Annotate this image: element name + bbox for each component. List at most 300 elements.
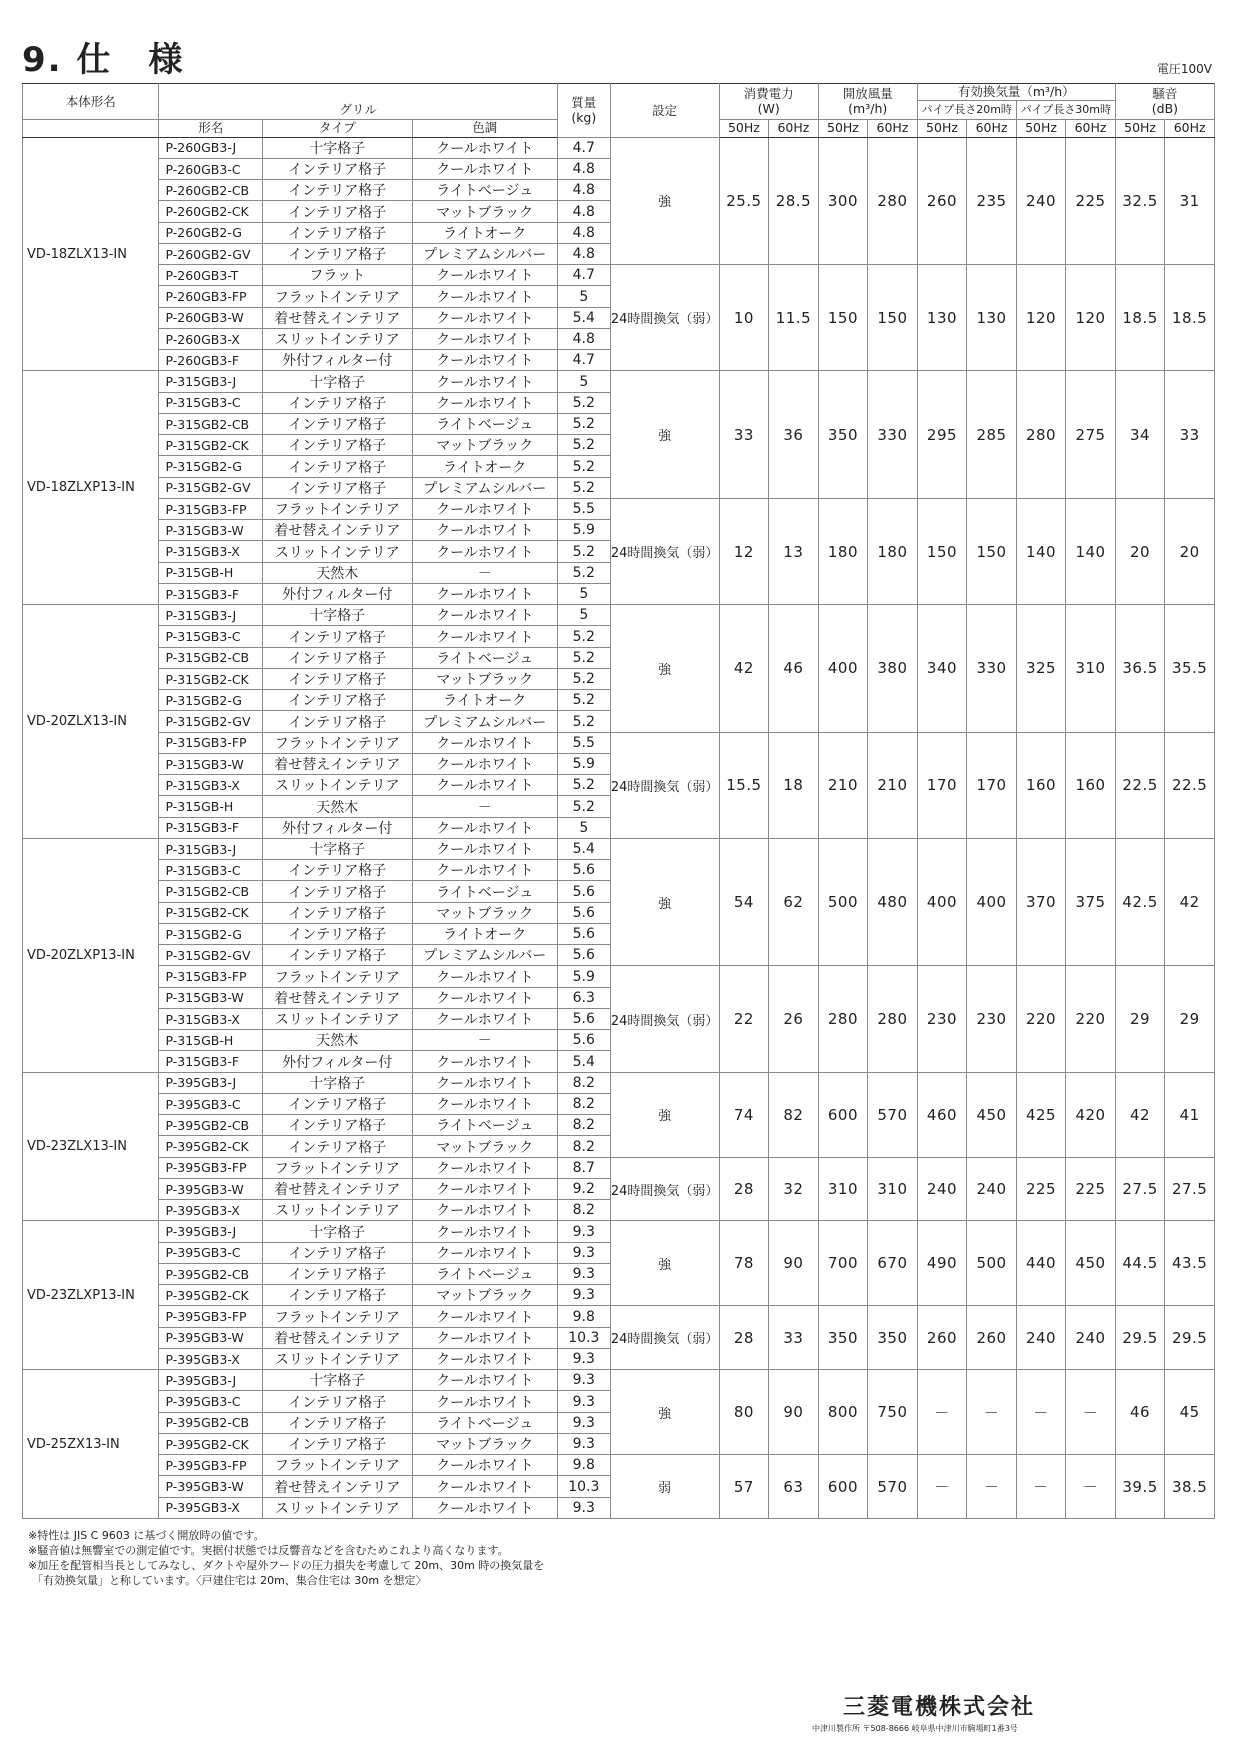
grille-type-cell: 着せ替えインテリア bbox=[262, 1178, 412, 1199]
mass-cell: 5.9 bbox=[557, 520, 610, 541]
spec-table-header bbox=[23, 84, 1215, 138]
grille-model-cell: P-395GB3-J bbox=[159, 1221, 262, 1242]
grille-type-cell: インテリア格子 bbox=[262, 435, 412, 456]
grille-color-cell: マットブラック bbox=[412, 668, 557, 689]
body-model-cell: VD-18ZLXP13-IN bbox=[23, 371, 159, 605]
header-model: 本体形名 bbox=[23, 84, 159, 120]
grille-model-cell: P-395GB2-CB bbox=[159, 1263, 262, 1284]
grille-model-cell: P-315GB2-G bbox=[159, 456, 262, 477]
spec-value-cell: 240 bbox=[1066, 1306, 1116, 1370]
grille-color-cell: クールホワイト bbox=[412, 392, 557, 413]
grille-type-cell: スリットインテリア bbox=[262, 1200, 412, 1221]
mass-cell: 8.2 bbox=[557, 1136, 610, 1157]
spec-value-cell: 39.5 bbox=[1115, 1455, 1165, 1519]
spec-value-cell: 210 bbox=[868, 732, 918, 838]
grille-model-cell: P-395GB2-CB bbox=[159, 1115, 262, 1136]
setting-cell: 弱 bbox=[610, 1455, 719, 1519]
mass-cell: 5.6 bbox=[557, 881, 610, 902]
grille-model-cell: P-315GB2-G bbox=[159, 923, 262, 944]
spec-value-cell: 36 bbox=[769, 371, 819, 499]
grille-model-cell: P-260GB3-F bbox=[159, 350, 262, 371]
mass-cell: 5 bbox=[557, 605, 610, 626]
spec-value-cell: － bbox=[917, 1370, 967, 1455]
spec-value-cell: 43.5 bbox=[1165, 1221, 1215, 1306]
mass-cell: 4.7 bbox=[557, 265, 610, 286]
mass-cell: 9.3 bbox=[557, 1285, 610, 1306]
spec-value-cell: 340 bbox=[917, 605, 967, 733]
grille-color-cell: ライトベージュ bbox=[412, 413, 557, 434]
grille-model-cell: P-395GB3-J bbox=[159, 1370, 262, 1391]
grille-color-cell: ライトベージュ bbox=[412, 1263, 557, 1284]
setting-cell: 24時間換気（弱） bbox=[610, 966, 719, 1072]
spec-value-cell: 44.5 bbox=[1115, 1221, 1165, 1306]
grille-type-cell: インテリア格子 bbox=[262, 158, 412, 179]
grille-model-cell: P-315GB3-J bbox=[159, 838, 262, 859]
grille-type-cell: フラットインテリア bbox=[262, 1455, 412, 1476]
mass-cell: 6.3 bbox=[557, 987, 610, 1008]
mass-cell: 5.2 bbox=[557, 562, 610, 583]
spec-value-cell: 280 bbox=[868, 966, 918, 1072]
grille-color-cell: クールホワイト bbox=[412, 286, 557, 307]
spec-value-cell: 180 bbox=[868, 498, 918, 604]
mass-cell: 5.9 bbox=[557, 753, 610, 774]
spec-value-cell: 32.5 bbox=[1115, 137, 1165, 265]
spec-value-cell: 10 bbox=[719, 265, 769, 371]
grille-type-cell: インテリア格子 bbox=[262, 222, 412, 243]
grille-model-cell: P-315GB3-X bbox=[159, 541, 262, 562]
grille-color-cell: クールホワイト bbox=[412, 1497, 557, 1518]
mass-cell: 4.8 bbox=[557, 243, 610, 264]
grille-model-cell: P-395GB3-C bbox=[159, 1242, 262, 1263]
spec-value-cell: 570 bbox=[868, 1072, 918, 1157]
spec-value-cell: 78 bbox=[719, 1221, 769, 1306]
spec-value-cell: 63 bbox=[769, 1455, 819, 1519]
spec-value-cell: 28.5 bbox=[769, 137, 819, 265]
spec-value-cell: 280 bbox=[868, 137, 918, 265]
mass-cell: 8.2 bbox=[557, 1093, 610, 1114]
mass-cell: 5.2 bbox=[557, 392, 610, 413]
grille-model-cell: P-260GB3-X bbox=[159, 328, 262, 349]
grille-color-cell: クールホワイト bbox=[412, 1391, 557, 1412]
grille-color-cell: マットブラック bbox=[412, 1136, 557, 1157]
spec-value-cell: 300 bbox=[818, 137, 868, 265]
grille-model-cell: P-315GB-H bbox=[159, 796, 262, 817]
grille-model-cell: P-260GB3-C bbox=[159, 158, 262, 179]
grille-color-cell: クールホワイト bbox=[412, 1370, 557, 1391]
spec-value-cell: 280 bbox=[1016, 371, 1066, 499]
header-hz: 50Hz bbox=[719, 119, 769, 137]
grille-color-cell: ライトベージュ bbox=[412, 1115, 557, 1136]
spec-value-cell: － bbox=[1066, 1455, 1116, 1519]
spec-value-cell: 54 bbox=[719, 838, 769, 966]
spec-value-cell: 160 bbox=[1066, 732, 1116, 838]
spec-value-cell: 62 bbox=[769, 838, 819, 966]
spec-value-cell: － bbox=[917, 1455, 967, 1519]
grille-color-cell: ライトベージュ bbox=[412, 1412, 557, 1433]
spec-value-cell: 750 bbox=[868, 1370, 918, 1455]
spec-value-cell: 670 bbox=[868, 1221, 918, 1306]
grille-type-cell: インテリア格子 bbox=[262, 860, 412, 881]
grille-model-cell: P-260GB2-G bbox=[159, 222, 262, 243]
spec-value-cell: 140 bbox=[1016, 498, 1066, 604]
grille-type-cell: スリットインテリア bbox=[262, 1008, 412, 1029]
grille-color-cell: クールホワイト bbox=[412, 838, 557, 859]
grille-model-cell: P-395GB3-W bbox=[159, 1178, 262, 1199]
spec-value-cell: 82 bbox=[769, 1072, 819, 1157]
grille-model-cell: P-260GB2-GV bbox=[159, 243, 262, 264]
setting-cell: 強 bbox=[610, 838, 719, 966]
grille-color-cell: クールホワイト bbox=[412, 626, 557, 647]
spec-value-cell: 330 bbox=[868, 371, 918, 499]
grille-color-cell: プレミアムシルバー bbox=[412, 945, 557, 966]
spec-value-cell: 570 bbox=[868, 1455, 918, 1519]
grille-model-cell: P-260GB3-FP bbox=[159, 286, 262, 307]
mass-cell: 9.3 bbox=[557, 1497, 610, 1518]
company-address: 中津川製作所 〒508-8666 岐阜県中津川市駒場町1番3号 bbox=[812, 1724, 1018, 1733]
grille-type-cell: インテリア格子 bbox=[262, 456, 412, 477]
grille-color-cell: ライトベージュ bbox=[412, 180, 557, 201]
spec-value-cell: 33 bbox=[1165, 371, 1215, 499]
grille-type-cell: 着せ替えインテリア bbox=[262, 1327, 412, 1348]
spec-value-cell: 160 bbox=[1016, 732, 1066, 838]
spec-value-cell: 260 bbox=[917, 1306, 967, 1370]
body-model-cell: VD-20ZLX13-IN bbox=[23, 605, 159, 839]
grille-model-cell: P-315GB2-CB bbox=[159, 413, 262, 434]
grille-color-cell: ライトオーク bbox=[412, 456, 557, 477]
spec-value-cell: － bbox=[1066, 1370, 1116, 1455]
setting-cell: 強 bbox=[610, 605, 719, 733]
spec-value-cell: 13 bbox=[769, 498, 819, 604]
grille-color-cell: ライトベージュ bbox=[412, 881, 557, 902]
spec-value-cell: 220 bbox=[1066, 966, 1116, 1072]
grille-model-cell: P-315GB2-CK bbox=[159, 902, 262, 923]
grille-color-cell: クールホワイト bbox=[412, 1093, 557, 1114]
grille-color-cell: マットブラック bbox=[412, 201, 557, 222]
mass-cell: 4.8 bbox=[557, 222, 610, 243]
header-airflow: 開放風量 (m³/h) bbox=[818, 84, 917, 120]
grille-model-cell: P-395GB2-CK bbox=[159, 1285, 262, 1306]
grille-type-cell: インテリア格子 bbox=[262, 881, 412, 902]
grille-color-cell: クールホワイト bbox=[412, 158, 557, 179]
spec-value-cell: 22.5 bbox=[1115, 732, 1165, 838]
voltage-label: 電圧100V bbox=[1156, 62, 1212, 76]
mass-cell: 5.2 bbox=[557, 435, 610, 456]
grille-model-cell: P-315GB2-CK bbox=[159, 668, 262, 689]
grille-color-cell: クールホワイト bbox=[412, 307, 557, 328]
spec-value-cell: 46 bbox=[769, 605, 819, 733]
spec-value-cell: 130 bbox=[967, 265, 1017, 371]
grille-model-cell: P-395GB3-X bbox=[159, 1497, 262, 1518]
table-row bbox=[23, 966, 1215, 987]
grille-type-cell: フラットインテリア bbox=[262, 1306, 412, 1327]
spec-value-cell: － bbox=[967, 1455, 1017, 1519]
spec-value-cell: 450 bbox=[967, 1072, 1017, 1157]
grille-model-cell: P-315GB2-GV bbox=[159, 945, 262, 966]
table-row bbox=[23, 838, 1215, 859]
mass-cell: 5.2 bbox=[557, 477, 610, 498]
grille-color-cell: クールホワイト bbox=[412, 1072, 557, 1093]
spec-value-cell: 480 bbox=[868, 838, 918, 966]
grille-type-cell: 十字格子 bbox=[262, 371, 412, 392]
grille-type-cell: フラット bbox=[262, 265, 412, 286]
spec-value-cell: 41 bbox=[1165, 1072, 1215, 1157]
header-effective: 有効換気量（m³/h） bbox=[917, 84, 1115, 101]
grille-model-cell: P-315GB2-GV bbox=[159, 477, 262, 498]
grille-color-cell: プレミアムシルバー bbox=[412, 477, 557, 498]
grille-model-cell: P-260GB3-W bbox=[159, 307, 262, 328]
grille-type-cell: スリットインテリア bbox=[262, 775, 412, 796]
grille-color-cell: ライトオーク bbox=[412, 222, 557, 243]
spec-value-cell: 15.5 bbox=[719, 732, 769, 838]
grille-type-cell: インテリア格子 bbox=[262, 1412, 412, 1433]
spec-value-cell: 330 bbox=[967, 605, 1017, 733]
setting-cell: 強 bbox=[610, 1072, 719, 1157]
grille-model-cell: P-315GB3-C bbox=[159, 626, 262, 647]
grille-model-cell: P-315GB3-F bbox=[159, 817, 262, 838]
spec-value-cell: 120 bbox=[1016, 265, 1066, 371]
spec-value-cell: 350 bbox=[868, 1306, 918, 1370]
mass-cell: 5.2 bbox=[557, 796, 610, 817]
spec-value-cell: 500 bbox=[967, 1221, 1017, 1306]
spec-value-cell: 42.5 bbox=[1115, 838, 1165, 966]
grille-color-cell: クールホワイト bbox=[412, 1455, 557, 1476]
grille-model-cell: P-260GB3-T bbox=[159, 265, 262, 286]
grille-model-cell: P-395GB3-X bbox=[159, 1348, 262, 1369]
spec-value-cell: 325 bbox=[1016, 605, 1066, 733]
grille-type-cell: インテリア格子 bbox=[262, 902, 412, 923]
grille-model-cell: P-395GB3-J bbox=[159, 1072, 262, 1093]
grille-model-cell: P-315GB2-CB bbox=[159, 647, 262, 668]
spec-value-cell: － bbox=[1016, 1370, 1066, 1455]
spec-value-cell: 230 bbox=[917, 966, 967, 1072]
spec-value-cell: 130 bbox=[917, 265, 967, 371]
grille-type-cell: 天然木 bbox=[262, 796, 412, 817]
spec-value-cell: 225 bbox=[1016, 1157, 1066, 1221]
spec-value-cell: 42 bbox=[1115, 1072, 1165, 1157]
header-grille-type: タイプ bbox=[262, 119, 412, 137]
header-noise: 騒音 (dB) bbox=[1115, 84, 1214, 120]
grille-color-cell: クールホワイト bbox=[412, 350, 557, 371]
spec-value-cell: 150 bbox=[967, 498, 1017, 604]
mass-cell: 5.4 bbox=[557, 307, 610, 328]
header-pipe20: パイプ長さ20m時 bbox=[917, 100, 1016, 119]
setting-cell: 強 bbox=[610, 1221, 719, 1306]
grille-type-cell: インテリア格子 bbox=[262, 1093, 412, 1114]
spec-value-cell: － bbox=[967, 1370, 1017, 1455]
grille-model-cell: P-395GB3-W bbox=[159, 1327, 262, 1348]
grille-color-cell: クールホワイト bbox=[412, 1242, 557, 1263]
spec-value-cell: 380 bbox=[868, 605, 918, 733]
grille-color-cell: クールホワイト bbox=[412, 966, 557, 987]
mass-cell: 10.3 bbox=[557, 1476, 610, 1497]
grille-type-cell: 十字格子 bbox=[262, 605, 412, 626]
grille-color-cell: クールホワイト bbox=[412, 1200, 557, 1221]
grille-type-cell: インテリア格子 bbox=[262, 1285, 412, 1306]
grille-type-cell: インテリア格子 bbox=[262, 392, 412, 413]
grille-color-cell: クールホワイト bbox=[412, 817, 557, 838]
grille-model-cell: P-395GB3-X bbox=[159, 1200, 262, 1221]
header-hz: 60Hz bbox=[769, 119, 819, 137]
mass-cell: 5.2 bbox=[557, 711, 610, 732]
spec-value-cell: 240 bbox=[967, 1157, 1017, 1221]
header-power: 消費電力 (W) bbox=[719, 84, 818, 120]
grille-type-cell: 十字格子 bbox=[262, 838, 412, 859]
header-hz: 60Hz bbox=[1165, 119, 1215, 137]
grille-model-cell: P-395GB2-CK bbox=[159, 1136, 262, 1157]
grille-model-cell: P-260GB3-J bbox=[159, 137, 262, 158]
spec-value-cell: 35.5 bbox=[1165, 605, 1215, 733]
grille-color-cell: マットブラック bbox=[412, 1433, 557, 1454]
grille-model-cell: P-395GB2-CB bbox=[159, 1412, 262, 1433]
grille-type-cell: インテリア格子 bbox=[262, 647, 412, 668]
mass-cell: 8.2 bbox=[557, 1115, 610, 1136]
mass-cell: 5.2 bbox=[557, 775, 610, 796]
spec-value-cell: 45 bbox=[1165, 1370, 1215, 1455]
spec-value-cell: 310 bbox=[1066, 605, 1116, 733]
spec-value-cell: 210 bbox=[818, 732, 868, 838]
grille-model-cell: P-315GB3-C bbox=[159, 860, 262, 881]
spec-value-cell: 74 bbox=[719, 1072, 769, 1157]
grille-type-cell: インテリア格子 bbox=[262, 1242, 412, 1263]
spec-value-cell: 310 bbox=[868, 1157, 918, 1221]
grille-color-cell: クールホワイト bbox=[412, 1306, 557, 1327]
mass-cell: 5.2 bbox=[557, 668, 610, 689]
mass-cell: 5.6 bbox=[557, 1008, 610, 1029]
grille-type-cell: スリットインテリア bbox=[262, 1348, 412, 1369]
grille-model-cell: P-315GB3-X bbox=[159, 775, 262, 796]
mass-cell: 9.8 bbox=[557, 1455, 610, 1476]
mass-cell: 4.7 bbox=[557, 137, 610, 158]
mass-cell: 4.8 bbox=[557, 328, 610, 349]
spec-value-cell: 140 bbox=[1066, 498, 1116, 604]
grille-type-cell: 十字格子 bbox=[262, 1221, 412, 1242]
mass-cell: 8.2 bbox=[557, 1200, 610, 1221]
spec-value-cell: 28 bbox=[719, 1157, 769, 1221]
grille-color-cell: クールホワイト bbox=[412, 1157, 557, 1178]
mass-cell: 5.2 bbox=[557, 456, 610, 477]
setting-cell: 24時間換気（弱） bbox=[610, 1157, 719, 1221]
mass-cell: 5.9 bbox=[557, 966, 610, 987]
grille-type-cell: 着せ替えインテリア bbox=[262, 987, 412, 1008]
spec-value-cell: 310 bbox=[818, 1157, 868, 1221]
mass-cell: 8.2 bbox=[557, 1072, 610, 1093]
spec-value-cell: 120 bbox=[1066, 265, 1116, 371]
grille-color-cell: クールホワイト bbox=[412, 753, 557, 774]
grille-color-cell: クールホワイト bbox=[412, 775, 557, 796]
grille-type-cell: 着せ替えインテリア bbox=[262, 520, 412, 541]
grille-model-cell: P-315GB3-FP bbox=[159, 498, 262, 519]
spec-value-cell: 29.5 bbox=[1165, 1306, 1215, 1370]
grille-color-cell: クールホワイト bbox=[412, 520, 557, 541]
grille-model-cell: P-315GB-H bbox=[159, 1030, 262, 1051]
header-grille-color: 色調 bbox=[412, 119, 557, 137]
mass-cell: 9.3 bbox=[557, 1242, 610, 1263]
mass-cell: 9.3 bbox=[557, 1433, 610, 1454]
grille-color-cell: クールホワイト bbox=[412, 137, 557, 158]
grille-model-cell: P-315GB3-F bbox=[159, 583, 262, 604]
spec-value-cell: 375 bbox=[1066, 838, 1116, 966]
footnote: ※特性は JIS C 9603 に基づく開放時の値です。 bbox=[28, 1529, 265, 1542]
grille-model-cell: P-395GB2-CK bbox=[159, 1433, 262, 1454]
grille-type-cell: スリットインテリア bbox=[262, 541, 412, 562]
table-row bbox=[23, 1157, 1215, 1178]
grille-model-cell: P-315GB3-C bbox=[159, 392, 262, 413]
grille-model-cell: P-315GB3-FP bbox=[159, 966, 262, 987]
spec-value-cell: 170 bbox=[917, 732, 967, 838]
setting-cell: 24時間換気（弱） bbox=[610, 498, 719, 604]
spec-value-cell: 400 bbox=[818, 605, 868, 733]
spec-value-cell: 440 bbox=[1016, 1221, 1066, 1306]
table-row bbox=[23, 732, 1215, 753]
spec-value-cell: 170 bbox=[967, 732, 1017, 838]
grille-model-cell: P-260GB2-CK bbox=[159, 201, 262, 222]
spec-value-cell: 150 bbox=[818, 265, 868, 371]
grille-type-cell: 着せ替えインテリア bbox=[262, 753, 412, 774]
mass-cell: 4.8 bbox=[557, 158, 610, 179]
grille-type-cell: 着せ替えインテリア bbox=[262, 307, 412, 328]
spec-value-cell: 700 bbox=[818, 1221, 868, 1306]
setting-cell: 24時間換気（弱） bbox=[610, 1306, 719, 1370]
grille-model-cell: P-395GB3-C bbox=[159, 1391, 262, 1412]
body-model-cell: VD-23ZLX13-IN bbox=[23, 1072, 159, 1221]
grille-color-cell: － bbox=[412, 796, 557, 817]
grille-color-cell: ライトオーク bbox=[412, 690, 557, 711]
grille-type-cell: フラットインテリア bbox=[262, 732, 412, 753]
grille-model-cell: P-315GB-H bbox=[159, 562, 262, 583]
grille-model-cell: P-315GB3-W bbox=[159, 987, 262, 1008]
spec-value-cell: 150 bbox=[868, 265, 918, 371]
grille-color-cell: プレミアムシルバー bbox=[412, 711, 557, 732]
spec-value-cell: 22 bbox=[719, 966, 769, 1072]
grille-color-cell: プレミアムシルバー bbox=[412, 243, 557, 264]
mass-cell: 9.2 bbox=[557, 1178, 610, 1199]
header-grille-model: 形名 bbox=[159, 119, 262, 137]
table-row bbox=[23, 137, 1215, 158]
grille-model-cell: P-395GB3-W bbox=[159, 1476, 262, 1497]
grille-type-cell: インテリア格子 bbox=[262, 413, 412, 434]
grille-model-cell: P-395GB3-FP bbox=[159, 1455, 262, 1476]
spec-value-cell: 220 bbox=[1016, 966, 1066, 1072]
spec-value-cell: 285 bbox=[967, 371, 1017, 499]
spec-value-cell: 28 bbox=[719, 1306, 769, 1370]
footnote: 「有効換気量」と称しています。〈戸建住宅は 20m、集合住宅は 30m を想定〉 bbox=[32, 1574, 427, 1587]
body-model-cell: VD-20ZLXP13-IN bbox=[23, 838, 159, 1072]
grille-color-cell: クールホワイト bbox=[412, 987, 557, 1008]
table-row bbox=[23, 265, 1215, 286]
mass-cell: 5.2 bbox=[557, 647, 610, 668]
spec-value-cell: 350 bbox=[818, 371, 868, 499]
spec-value-cell: 32 bbox=[769, 1157, 819, 1221]
spec-value-cell: 26 bbox=[769, 966, 819, 1072]
spec-value-cell: 42 bbox=[1165, 838, 1215, 966]
spec-value-cell: 350 bbox=[818, 1306, 868, 1370]
mass-cell: 5.6 bbox=[557, 923, 610, 944]
grille-color-cell: クールホワイト bbox=[412, 1476, 557, 1497]
grille-model-cell: P-315GB2-GV bbox=[159, 711, 262, 732]
footnote: ※騒音値は無響室での測定値です。実据付状態では反響音などを含むためこれより高くなります。 bbox=[28, 1544, 509, 1557]
grille-color-cell: クールホワイト bbox=[412, 1051, 557, 1072]
grille-type-cell: インテリア格子 bbox=[262, 626, 412, 647]
spec-value-cell: 460 bbox=[917, 1072, 967, 1157]
grille-type-cell: インテリア格子 bbox=[262, 711, 412, 732]
spec-value-cell: 27.5 bbox=[1165, 1157, 1215, 1221]
spec-value-cell: 500 bbox=[818, 838, 868, 966]
grille-type-cell: インテリア格子 bbox=[262, 690, 412, 711]
spec-value-cell: 20 bbox=[1165, 498, 1215, 604]
spec-value-cell: 18 bbox=[769, 732, 819, 838]
grille-type-cell: フラットインテリア bbox=[262, 498, 412, 519]
table-row bbox=[23, 1072, 1215, 1093]
